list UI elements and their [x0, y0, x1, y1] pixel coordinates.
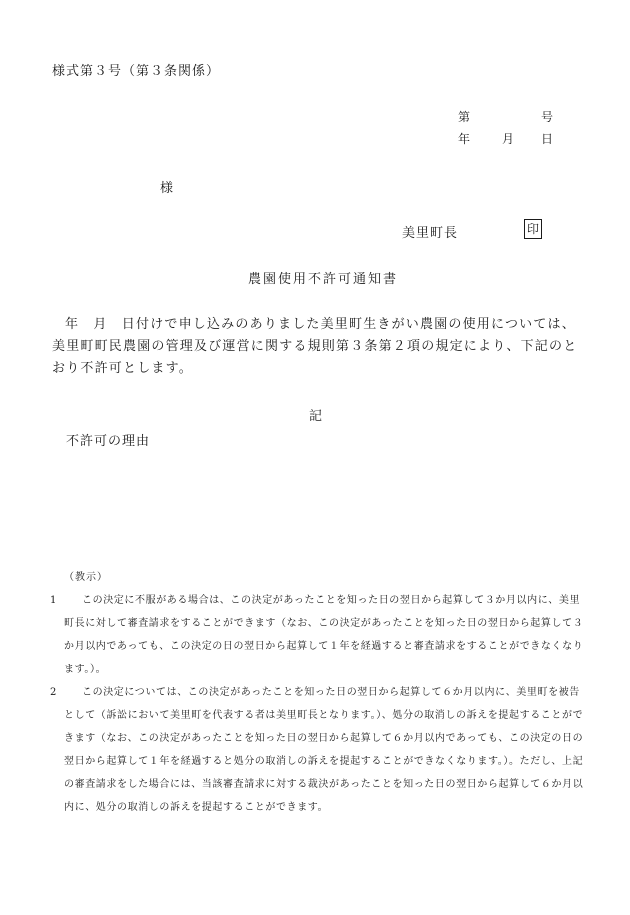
note-item [50, 589, 590, 681]
doc-number-prefix: 第 [458, 110, 471, 124]
reason-label: 不許可の理由 [66, 434, 151, 449]
ki-heading: 記 [309, 409, 323, 424]
note-number: 1 [50, 595, 57, 606]
document-title: 農園使用不許可通知書 [248, 272, 399, 287]
note-number: 2 [50, 687, 57, 698]
seal-mark: 印 [524, 219, 542, 239]
date-day: 日 [541, 132, 554, 146]
note-item [50, 681, 590, 821]
addressee-suffix: 様 [160, 181, 174, 196]
doc-number-suffix: 号 [541, 110, 554, 124]
form-number: 様式第３号（第３条関係） [52, 64, 221, 79]
issuer-title: 美里町長 [402, 226, 459, 241]
date-month: 月 [502, 132, 515, 146]
date-year: 年 [458, 132, 471, 146]
body-paragraph: 年 月 日付けで申し込みのありました美里町生きがい農園の使用については、美里町町民農園の管理及び運営に関する規則第３条第２項の規定により、下記のとおり不許可とします。 [52, 317, 578, 376]
notes-heading: （教示） [64, 572, 108, 583]
note-text: この決定については、この決定があったことを知った日の翌日から起算して６か月以内に、美里町を被告として（訴訟において美里町を代表する者は美里町長となります。）、処分の取消しの訴えを提起することができます（なお、この決定があったことを知った日の翌日から起算して６か月以内であっても、この決定の日の翌日から起算して１年を経過すると処分の取消しの訴えを提起することができなくなります。）。ただし、上記の審査請求をした場合には、当該審査請求に対する裁決があったことを知った日の翌日から起算して６か月以内に、処分の取消しの訴えを提起することができます。 [64, 687, 584, 813]
note-text: この決定に不服がある場合は、この決定があったことを知った日の翌日から起算して３か月以内に、美里町長に対して審査請求をすることができます（なお、この決定があったことを知った日の翌日から起算して３か月以内であっても、この決定の日の翌日から起算して１年を経過すると審査請求をすることができなくなります。）。 [64, 595, 584, 675]
